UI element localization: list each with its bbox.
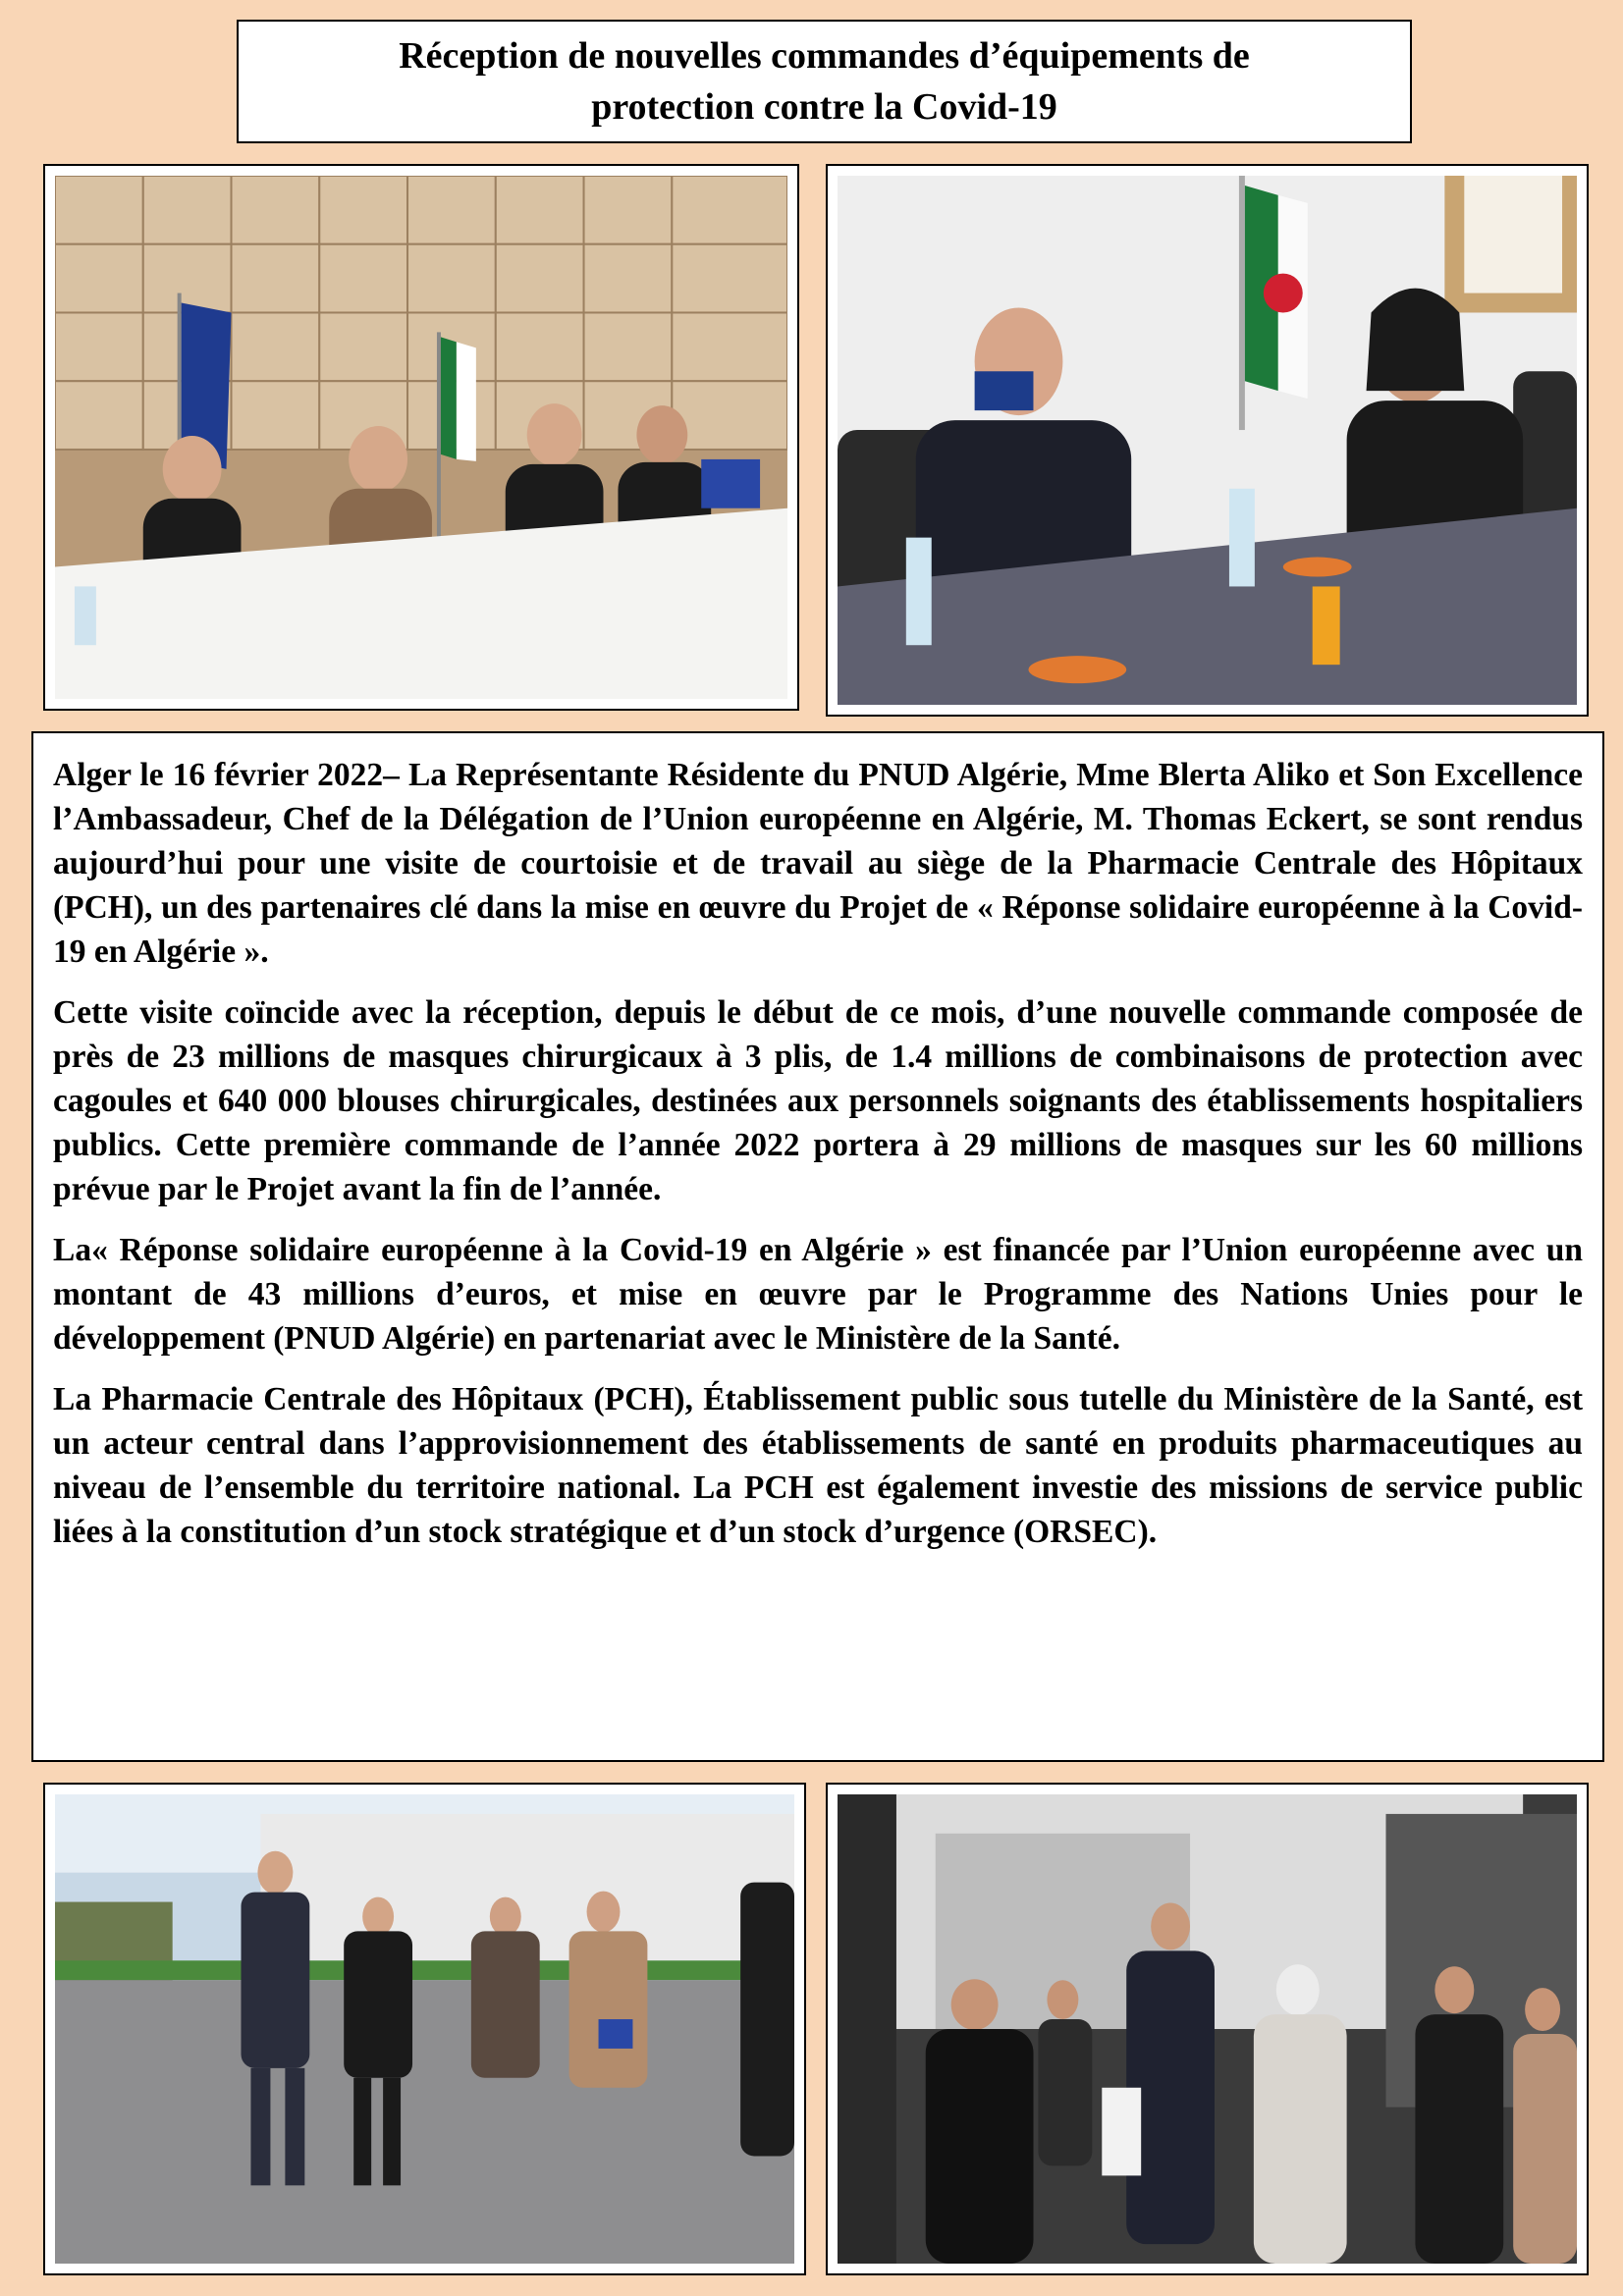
article-paragraph-1: Alger le 16 février 2022– La Représentante Résidente du PNUD Algérie, Mme Blerta Aliko et Son Excellence l’Ambassadeur, Chef de la Délégation de l’Union européenne en Algérie, M. Thomas Eckert, se sont rendus aujourd’hui pour une visite de courtoisie et de travail au siège de la Pharmacie Centrale des Hôpitaux (PCH), un des partenaires clé dans la mise en œuvre du Projet de « Réponse solidaire européenne à la Covid-19 en Algérie ». — [53, 757, 1583, 970]
article-paragraph-3: La« Réponse solidaire européenne à la Covid-19 en Algérie » est financée par l’Union européenne avec un montant de 43 millions d’euros, et mise en œuvre par le Programme des Nations Unies pour le développement (PNUD Algérie) en partenariat avec le Ministère de la Santé. — [53, 1232, 1583, 1357]
page-title — [237, 20, 1412, 143]
article-paragraph-2: Cette visite coïncide avec la réception, depuis le début de ce mois, d’une nouvelle commande composée de près de 23 millions de masques chirurgicaux à 3 plis, de 1.4 millions de combinaisons de protection avec cagoules et 640 000 blouses chirurgicales, destinées aux personnels soignants des établissements hospitaliers publics. Cette première commande de l’année 2022 portera à 29 millions de masques sur les 60 millions prévue par le Projet avant la fin de l’année. — [53, 994, 1583, 1207]
photo-frame-bottom-left — [43, 1783, 806, 2275]
title-line-2: protection contre la Covid-19 — [591, 86, 1057, 128]
photo-frame-bottom-right — [826, 1783, 1589, 2275]
article-body — [31, 731, 1604, 1762]
photo-frame-top-left — [43, 164, 799, 711]
hangar-visit-photo — [838, 1794, 1577, 2264]
article-paragraph-4: La Pharmacie Centrale des Hôpitaux (PCH), Établissement public sous tutelle du Ministère de la Santé, est un acteur central dans l’approvisionnement des établissements de santé en produits pharmaceutiques au niveau de l’ensemble du territoire national. La PCH est également investie des missions de service public liées à la constitution d’un stock stratégique et d’un stock d’urgence (ORSEC). — [53, 1381, 1583, 1550]
office-meeting-photo — [838, 176, 1577, 705]
outdoor-visit-photo — [55, 1794, 794, 2264]
photo-frame-top-right — [826, 164, 1589, 717]
title-line-1: Réception de nouvelles commandes d’équipements de — [399, 35, 1250, 77]
warehouse-meeting-photo — [55, 176, 787, 699]
